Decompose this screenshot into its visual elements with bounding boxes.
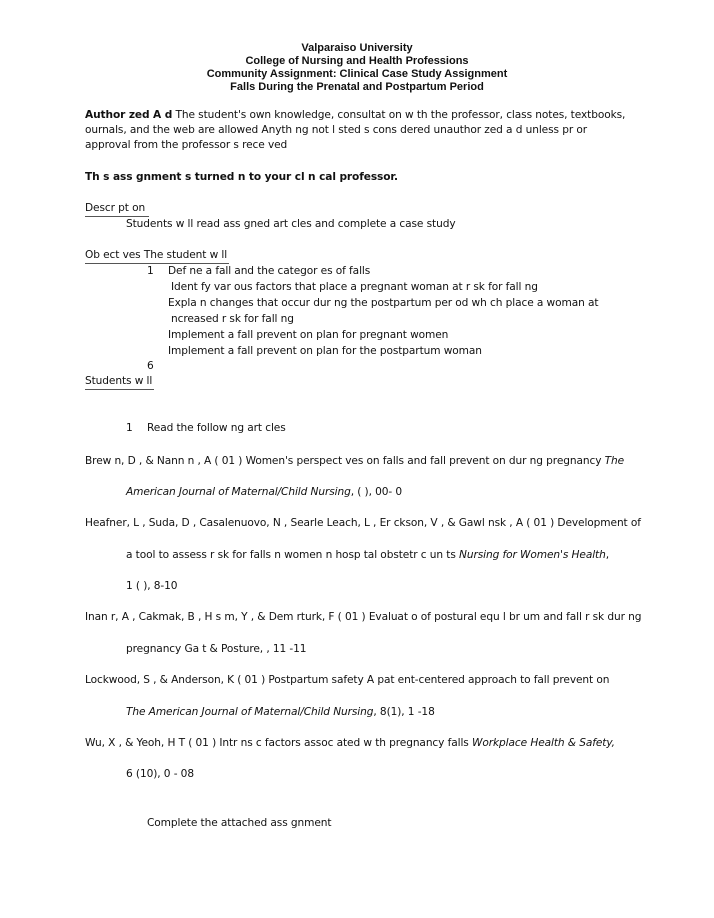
authorized-paragraph-line1: [85, 109, 625, 122]
reference-4-line2: [126, 706, 435, 719]
objective-item-4: Implement a fall prevent on plan for pregnant women: [168, 329, 449, 341]
reference-5-line2: 6 (10), 0 - 08: [126, 768, 194, 780]
reference-2-line2: [126, 549, 609, 562]
reference-5-line1: [85, 737, 615, 750]
header-university: Valparaiso University: [301, 42, 413, 54]
objective-number-6: 6: [147, 360, 154, 372]
reference-2-line1: Heafner, L , Suda, D , Casalenuovo, N , Searle Leach, L , Er ckson, V , & Gawl nsk , A ( 01 ) Development of: [85, 517, 641, 529]
objectives-heading: Ob ect ves The student w ll: [85, 249, 229, 264]
reference-4-line1: Lockwood, S , & Anderson, K ( 01 ) Postpartum safety A pat ent-centered approach to fall prevent on: [85, 674, 610, 686]
header-college: College of Nursing and Health Professions: [245, 55, 469, 67]
turned-in-note: Th s ass gnment s turned n to your cl n cal professor.: [85, 171, 398, 183]
objective-item-2: Ident fy var ous factors that place a pregnant woman at r sk for fall ng: [171, 281, 538, 293]
reference-1-authors: Brew n, D , & Nann n , A ( 01 ) Women's perspect ves on falls and fall prevent on dur ng pregnancy: [85, 455, 602, 467]
authorized-text-1: The student's own knowledge, consultat on w th the professor, class notes, textbooks,: [175, 109, 626, 121]
reference-2-line3: 1 ( ), 8-10: [126, 580, 178, 592]
authorized-text-3: approval from the professor s rece ved: [85, 139, 288, 151]
reference-5-journal: Workplace Health & Safety,: [472, 737, 615, 749]
reference-4-volume: , 8(1), 1 -18: [373, 706, 435, 718]
header-assignment: Community Assignment: Clinical Case Study Assignment: [206, 68, 508, 80]
description-heading: Descr pt on: [85, 202, 149, 217]
reference-3-line2: pregnancy Ga t & Posture, , 11 -11: [126, 643, 307, 655]
reference-1-volume: , ( ), 00- 0: [350, 486, 403, 498]
reference-1-line2: [126, 486, 402, 499]
objective-item-3: Expla n changes that occur dur ng the postpartum per od wh ch place a woman at: [168, 297, 599, 309]
reference-2-comma: ,: [605, 549, 610, 561]
header-topic: Falls During the Prenatal and Postpartum Period: [230, 81, 484, 93]
description-text: Students w ll read ass gned art cles and complete a case study: [126, 218, 456, 230]
objective-item-3-cont: ncreased r sk for fall ng: [171, 313, 294, 325]
authorized-label: Author zed A d: [85, 109, 173, 121]
read-instruction: Read the follow ng art cles: [147, 422, 286, 434]
reference-2-journal: Nursing for Women's Health: [459, 549, 606, 561]
reference-2-title: a tool to assess r sk for falls n women n hosp tal obstetr c un ts: [126, 549, 456, 561]
reference-3-line1: Inan r, A , Cakmak, B , H s m, Y , & Dem rturk, F ( 01 ) Evaluat o of postural equ l br um and fall r sk dur ng: [85, 611, 642, 623]
reference-4-journal: The American Journal of Maternal/Child Nursing: [126, 706, 374, 718]
authorized-text-2: ournals, and the web are allowed Anyth ng not l sted s cons dered unauthor zed a d unless pr or: [85, 124, 587, 136]
reference-5-authors: Wu, X , & Yeoh, H T ( 01 ) Intr ns c factors assoc ated w th pregnancy falls: [85, 737, 469, 749]
objective-item-5: Implement a fall prevent on plan for the postpartum woman: [168, 345, 482, 357]
reference-1-journal-start: The: [604, 455, 625, 467]
complete-assignment: Complete the attached ass gnment: [147, 817, 332, 829]
objective-item-1: Def ne a fall and the categor es of falls: [168, 265, 371, 277]
reference-1-line1: [85, 455, 624, 468]
students-will-heading: Students w ll: [85, 375, 154, 390]
objective-number-1: 1: [147, 265, 154, 277]
reference-1-journal: American Journal of Maternal/Child Nursing: [126, 486, 351, 498]
read-number: 1: [126, 422, 133, 434]
